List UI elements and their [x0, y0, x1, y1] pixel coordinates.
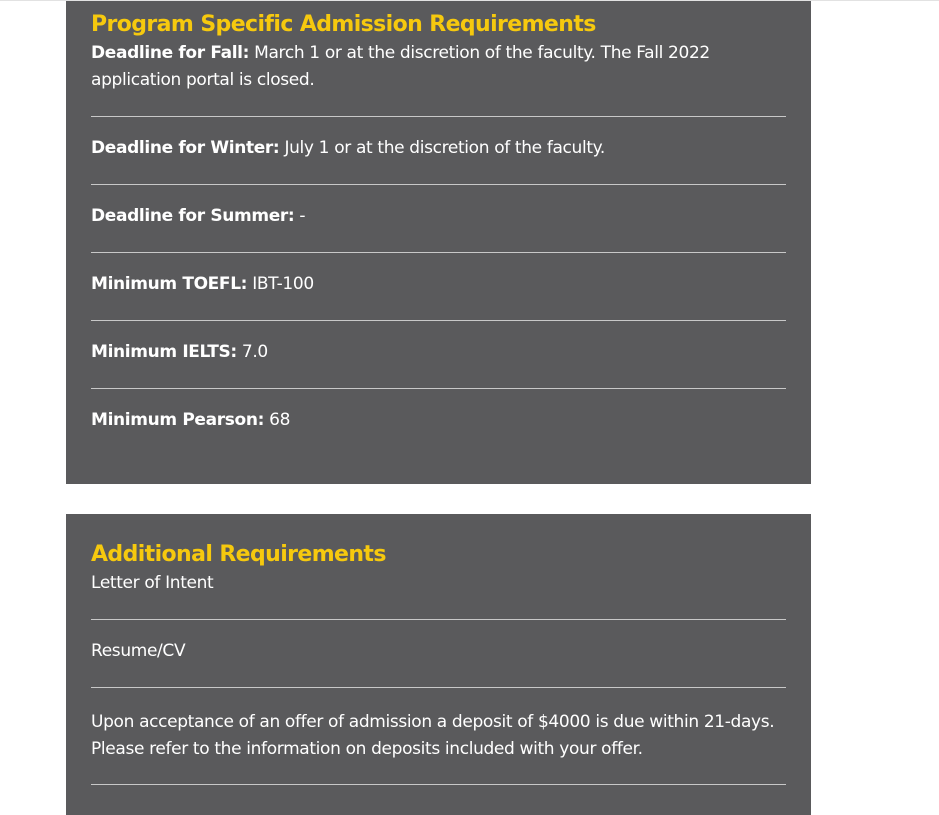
requirement-value: July 1 or at the discretion of the faculty. — [284, 138, 605, 158]
requirement-label: Minimum TOEFL: — [91, 274, 248, 294]
requirement-value: - — [299, 206, 306, 226]
requirement-value: 68 — [269, 410, 291, 430]
requirement-minimum-pearson — [91, 389, 786, 456]
requirement-value: 7.0 — [241, 342, 268, 362]
requirement-label: Deadline for Winter: — [91, 138, 280, 158]
additional-item-resume-cv: Resume/CV — [91, 620, 786, 688]
program-requirements-card — [66, 1, 811, 484]
requirement-label: Minimum Pearson: — [91, 410, 265, 430]
requirement-deadline-fall — [91, 39, 786, 117]
program-requirements-list — [91, 39, 786, 456]
requirement-deadline-summer — [91, 185, 786, 253]
additional-requirements-title: Additional Requirements — [91, 542, 386, 567]
requirement-value: March 1 or at the discretion of the faculty. The Fall 2022 application portal is closed. — [91, 43, 710, 90]
requirement-label: Deadline for Summer: — [91, 206, 295, 226]
requirement-value: IBT-100 — [252, 274, 314, 294]
additional-requirements-card — [66, 514, 811, 815]
requirement-minimum-toefl — [91, 253, 786, 321]
requirement-minimum-ielts — [91, 321, 786, 389]
requirement-label: Deadline for Fall: — [91, 43, 250, 63]
additional-item-deposit-note: Upon acceptance of an offer of admission a deposit of $4000 is due within 21-days. Please refer to the information on deposits included with your offer. — [91, 688, 786, 785]
requirement-label: Minimum IELTS: — [91, 342, 237, 362]
requirement-deadline-winter — [91, 117, 786, 185]
additional-requirements-list — [91, 569, 786, 785]
program-requirements-title: Program Specific Admission Requirements — [91, 12, 596, 37]
additional-item-letter-of-intent: Letter of Intent — [91, 569, 786, 620]
